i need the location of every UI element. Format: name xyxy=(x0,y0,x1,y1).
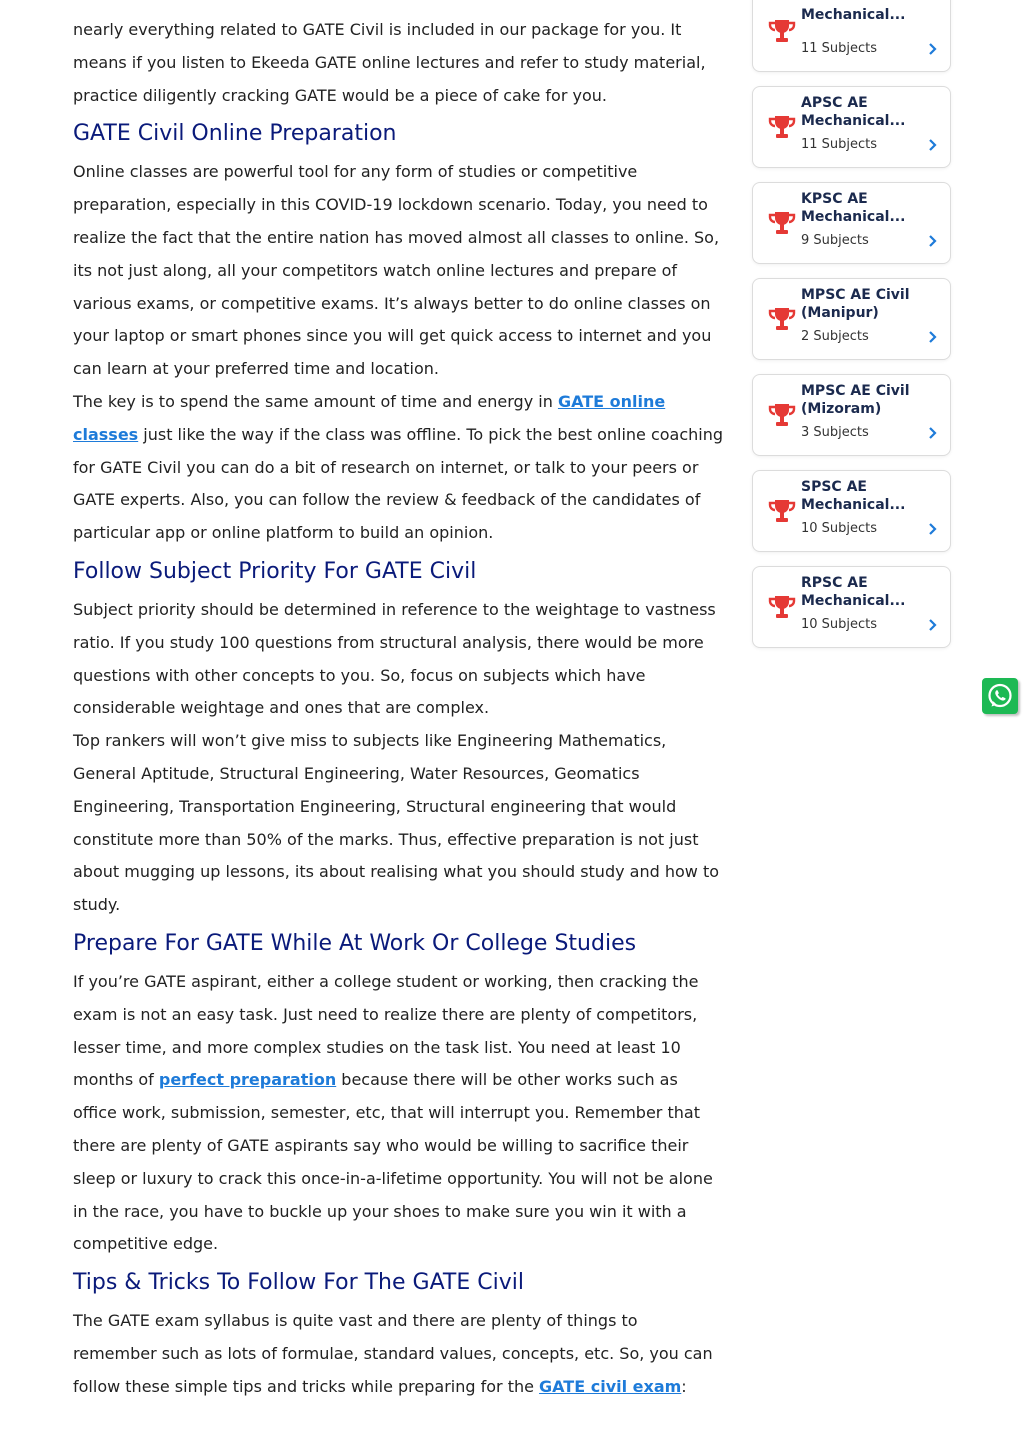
course-card[interactable] xyxy=(752,86,951,168)
intro-paragraph: nearly everything related to GATE Civil is included in our package for you. It means if you listen to Ekeeda GATE online lectures and refer to study material, practice diligently cracking GATE would be a piece of cake for you. xyxy=(73,20,706,105)
gate-online-classes-link[interactable]: GATE online classes xyxy=(73,391,666,444)
chevron-right-icon xyxy=(928,138,938,152)
course-card-title: Mechanical... xyxy=(801,7,906,23)
course-card-subjects: 2 Subjects xyxy=(801,329,869,344)
chevron-right-icon xyxy=(928,426,938,440)
course-card-subjects: 10 Subjects xyxy=(801,617,878,632)
tips-paragraph-1: The GATE exam syllabus is quite vast and there are plenty of things to remember such as lots of formulae, standard values, concepts, etc. So, you can follow these simple tips and tricks while preparing for the GATE civil exam: xyxy=(73,1311,713,1396)
online-paragraph-1: Online classes are powerful tool for any form of studies or competitive preparation, especially in this COVID-19 lockdown scenario. Today, you need to realize the fact that the entire nation has moved almost all classes to online. So, its not just along, all your competitors watch online lectures and prepare of various exams, or competitive exams. It’s always better to do online classes on your laptop or smart phones since you will get quick access to internet and you can learn at your preferred time and location. xyxy=(73,162,720,379)
course-card-title: MPSC AE Civil (Mizoram) xyxy=(801,383,910,417)
course-card-title: SPSC AE Mechanical... xyxy=(801,479,906,513)
section-heading-subject-priority: Follow Subject Priority For GATE Civil xyxy=(73,558,477,584)
trophy-icon xyxy=(767,17,797,47)
trophy-icon xyxy=(767,113,797,143)
course-card-subjects: 9 Subjects xyxy=(801,233,869,248)
course-card-title: RPSC AE Mechanical... xyxy=(801,575,906,609)
course-card-subjects: 10 Subjects xyxy=(801,521,878,536)
course-card[interactable] xyxy=(752,566,951,648)
work-paragraph-1: If you’re GATE aspirant, either a college student or working, then cracking the exam is not an easy task. Just need to realize there are plenty of competitors, lesser time, and more complex studies on the task list. You need at least 10 months of perfect preparation because there will be other works such as office work, submission, semester, etc, that will interrupt you. Remember that there are plenty of GATE aspirants say who would be willing to sacrifice their sleep or luxury to crack this once-in-a-lifetime opportunity. You will not be alone in the race, you have to buckle up your shoes to make sure you win it with a competitive edge. xyxy=(73,971,713,1254)
course-card-title: KPSC AE Mechanical... xyxy=(801,191,906,225)
trophy-icon xyxy=(767,305,797,335)
whatsapp-button[interactable] xyxy=(982,678,1018,714)
course-card-title: MPSC AE Civil (Manipur) xyxy=(801,287,910,321)
gate-civil-exam-link[interactable]: GATE civil exam xyxy=(539,1376,682,1396)
course-card-title: APSC AE Mechanical... xyxy=(801,95,906,129)
section-heading-online-preparation: GATE Civil Online Preparation xyxy=(73,121,397,147)
course-card[interactable] xyxy=(752,182,951,264)
whatsapp-icon xyxy=(986,682,1014,710)
course-card[interactable] xyxy=(752,0,951,72)
section-heading-work-college: Prepare For GATE While At Work Or College Studies xyxy=(73,930,637,956)
trophy-icon xyxy=(767,497,797,527)
trophy-icon xyxy=(767,593,797,623)
online-paragraph-2: The key is to spend the same amount of time and energy in GATE online classes just like the way if the class was offline. To pick the best online coaching for GATE Civil you can do a bit of research on internet, or talk to your peers or GATE experts. Also, you can follow the review & feedback of the candidates of particular app or online platform to build an opinion. xyxy=(73,391,724,543)
chevron-right-icon xyxy=(928,618,938,632)
chevron-right-icon xyxy=(928,330,938,344)
article-content xyxy=(73,14,725,1403)
trophy-icon xyxy=(767,401,797,431)
priority-paragraph-1: Subject priority should be determined in reference to the weightage to vastness ratio. If you study 100 questions from structural analysis, there would be more questions with other concepts to you. So, focus on subjects which have considerable weightage and ones that are complex. xyxy=(73,599,716,718)
section-heading-tips-tricks: Tips & Tricks To Follow For The GATE Civil xyxy=(73,1270,524,1296)
trophy-icon xyxy=(767,209,797,239)
course-card[interactable] xyxy=(752,374,951,456)
course-card-subjects: 3 Subjects xyxy=(801,425,869,440)
course-card[interactable] xyxy=(752,278,951,360)
chevron-right-icon xyxy=(928,234,938,248)
perfect-preparation-link[interactable]: perfect preparation xyxy=(158,1070,337,1090)
course-card[interactable] xyxy=(752,470,951,552)
chevron-right-icon xyxy=(928,42,938,56)
course-card-subjects: 11 Subjects xyxy=(801,41,878,56)
priority-paragraph-2: Top rankers will won’t give miss to subjects like Engineering Mathematics, General Aptitude, Structural Engineering, Water Resources, Geomatics Engineering, Transportation Engineering, Structural engineering that would constitute more than 50% of the marks. Thus, effective preparation is not just about mugging up lessons, its about realising what you should study and how to study. xyxy=(73,731,719,915)
chevron-right-icon xyxy=(928,522,938,536)
course-card-subjects: 11 Subjects xyxy=(801,137,878,152)
